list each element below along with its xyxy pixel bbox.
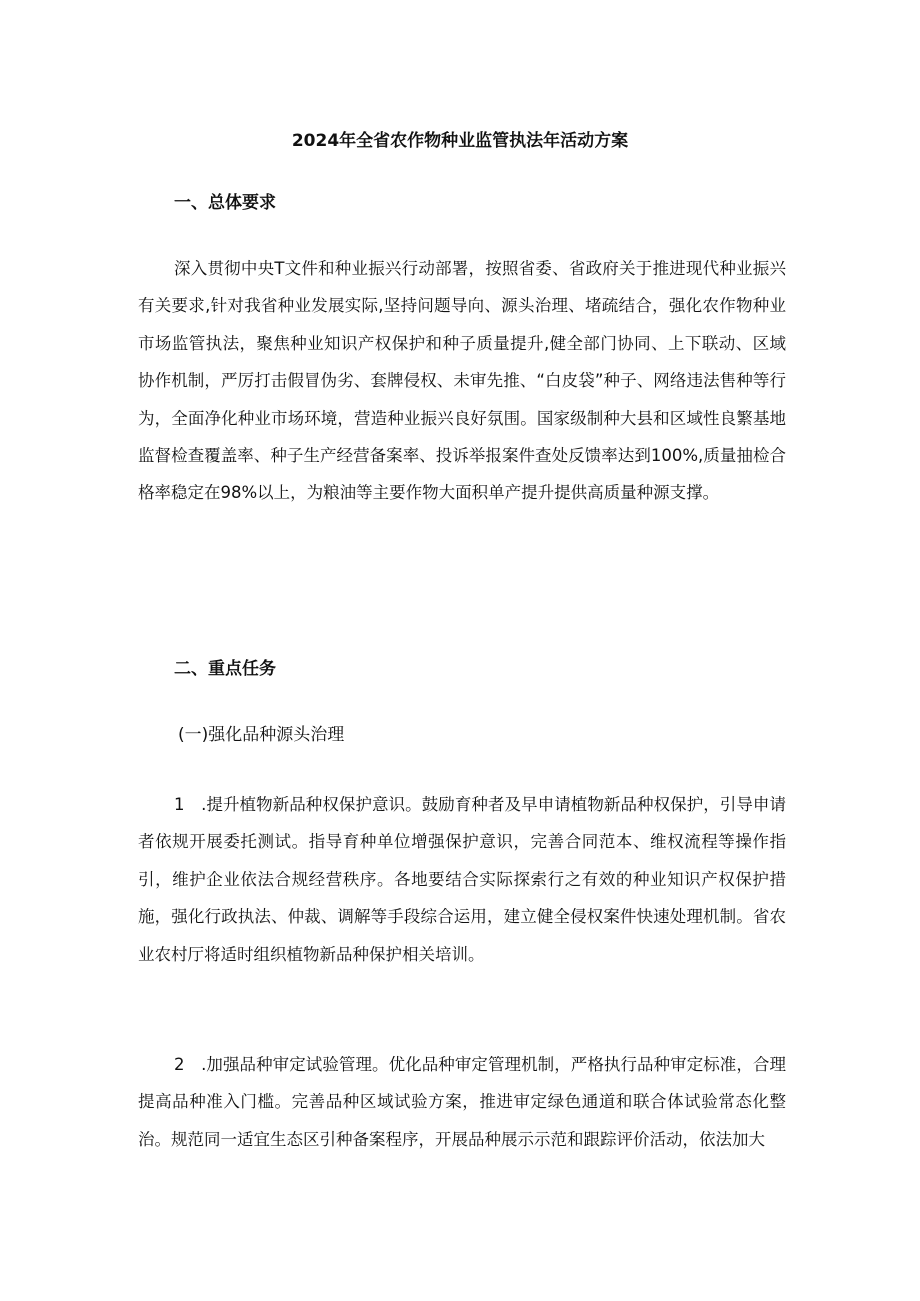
paragraph-item-1: 1 .提升植物新品种权保护意识。鼓励育种者及早申请植物新品种权保护，引导申请者依规开展委托测试。指导育种单位增强保护意识，完善合同范本、维权流程等操作指引，维护企业依法合规经营秩序。各地要结合实际探索行之有效的种业知识产权保护措施，强化行政执法、仲裁、调解等手段综合运用，建立健全侵权案件快速处理机制。省农业农村厅将适时组织植物新品种保护相关培训。 [138, 795, 786, 964]
subsection-heading-variety-source: (一)强化品种源头治理 [178, 725, 345, 745]
paragraph-item-2: 2 .加强品种审定试验管理。优化品种审定管理机制，严格执行品种审定标准，合理提高品种准入门槛。完善品种区域试验方案，推进审定绿色通道和联合体试验常态化整治。规范同一适宜生态区引种备案程序，开展品种展示示范和跟踪评价活动，依法加大 [138, 1055, 786, 1149]
paragraph-general-requirements: 深入贯彻中央T文件和种业振兴行动部署，按照省委、省政府关于推进现代种业振兴有关要求,针对我省种业发展实际,坚持问题导向、源头治理、堵疏结合，强化农作物种业市场监管执法，聚焦种业知识产权保护和种子质量提升,健全部门协同、上下联动、区域协作机制，严厉打击假冒伪劣、套牌侵权、未审先推、“白皮袋”种子、网络违法售种等行为，全面净化种业市场环境，营造种业振兴良好氛围。国家级制种大县和区域性良繁基地监督检查覆盖率、种子生产经营备案率、投诉举报案件查处反馈率达到100%,质量抽检合格率稳定在98%以上，为粮油等主要作物大面积单产提升提供高质量种源支撑。 [138, 259, 786, 503]
document-title: 2024年全省农作物种业监管执法年活动方案 [291, 131, 629, 151]
section-heading-general-requirements: 一、总体要求 [174, 193, 276, 213]
section-heading-key-tasks: 二、重点任务 [174, 659, 276, 679]
